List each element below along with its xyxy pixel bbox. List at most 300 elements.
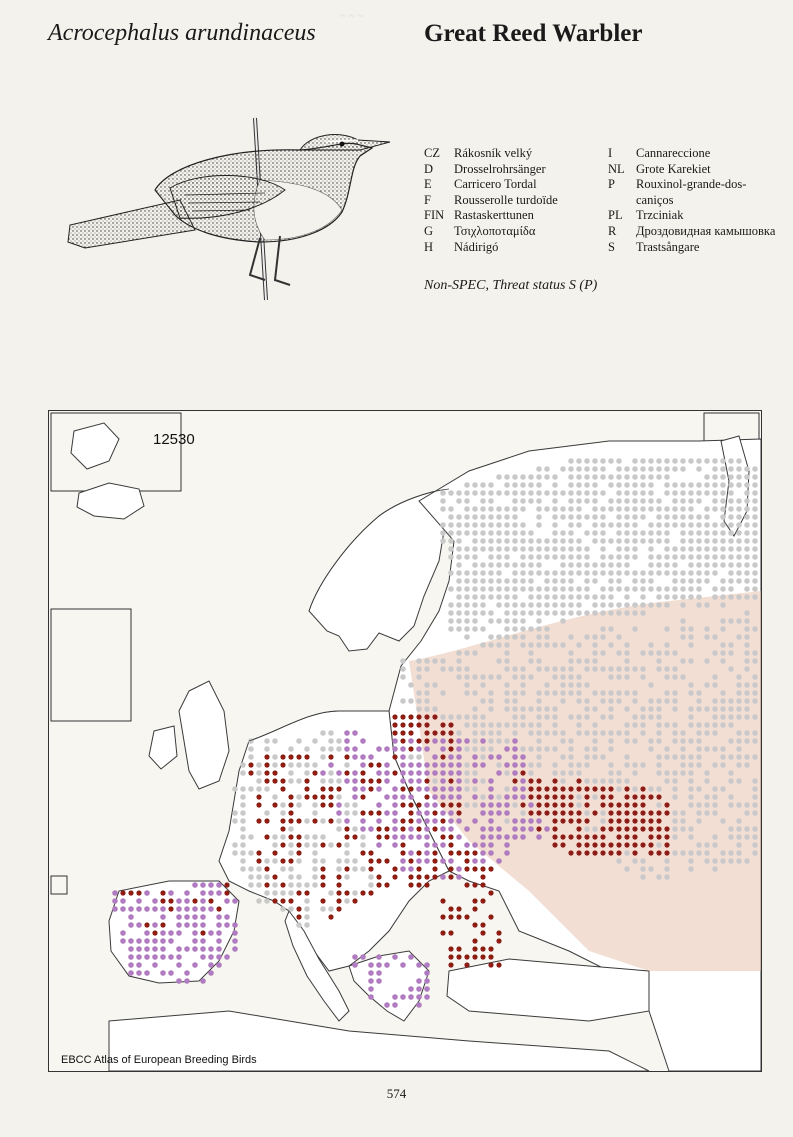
- distribution-dot: [520, 482, 526, 488]
- distribution-dot: [240, 834, 246, 840]
- distribution-dot: [568, 762, 574, 768]
- distribution-dot: [232, 842, 238, 848]
- distribution-dot: [648, 810, 653, 815]
- distribution-dot: [328, 738, 334, 744]
- distribution-dot: [584, 474, 590, 480]
- distribution-dot: [464, 530, 470, 536]
- distribution-dot: [168, 938, 174, 944]
- distribution-dot: [736, 682, 742, 688]
- distribution-dot: [352, 802, 358, 808]
- distribution-dot: [496, 722, 502, 728]
- distribution-dot: [472, 610, 478, 616]
- distribution-dot: [512, 474, 518, 480]
- distribution-dot: [408, 770, 414, 776]
- distribution-dot: [632, 690, 638, 696]
- distribution-dot: [536, 498, 542, 504]
- distribution-dot: [480, 594, 486, 600]
- distribution-dot: [376, 818, 382, 824]
- distribution-dot: [632, 626, 638, 632]
- distribution-dot: [376, 786, 382, 792]
- distribution-dot: [592, 690, 598, 696]
- distribution-dot: [328, 842, 334, 848]
- distribution-dot: [312, 858, 318, 864]
- distribution-dot: [368, 986, 374, 992]
- distribution-dot: [368, 994, 374, 1000]
- distribution-dot: [744, 546, 750, 552]
- distribution-dot: [600, 538, 606, 544]
- distribution-dot: [464, 570, 470, 576]
- distribution-dot: [736, 570, 742, 576]
- distribution-dot: [408, 754, 414, 760]
- distribution-dot: [720, 506, 726, 512]
- distribution-dot: [536, 570, 542, 576]
- distribution-dot: [328, 914, 333, 919]
- distribution-dot: [672, 818, 678, 824]
- distribution-dot: [496, 802, 502, 808]
- distribution-dot: [184, 978, 190, 984]
- distribution-dot: [280, 818, 285, 823]
- distribution-dot: [448, 530, 454, 536]
- distribution-dot: [664, 698, 670, 704]
- distribution-dot: [368, 890, 373, 895]
- distribution-dot: [632, 850, 637, 855]
- distribution-dot: [376, 858, 381, 863]
- distribution-dot: [336, 842, 341, 847]
- distribution-dot: [528, 810, 533, 815]
- distribution-dot: [464, 954, 469, 959]
- distribution-dot: [120, 890, 125, 895]
- distribution-dot: [464, 682, 470, 688]
- distribution-dot: [480, 746, 486, 752]
- distribution-dot: [288, 762, 294, 768]
- distribution-dot: [576, 490, 582, 496]
- distribution-dot: [736, 578, 742, 584]
- distribution-dot: [736, 506, 742, 512]
- distribution-dot: [552, 490, 558, 496]
- distribution-dot: [568, 818, 573, 823]
- distribution-dot: [128, 962, 134, 968]
- distribution-dot: [168, 890, 174, 896]
- distribution-dot: [584, 826, 590, 832]
- distribution-dot: [336, 778, 342, 784]
- distribution-dot: [312, 802, 318, 808]
- distribution-dot: [528, 570, 534, 576]
- distribution-dot: [568, 666, 574, 672]
- distribution-dot: [512, 490, 518, 496]
- distribution-dot: [736, 618, 742, 624]
- distribution-dot: [232, 818, 238, 824]
- distribution-dot: [424, 842, 430, 848]
- distribution-dot: [736, 778, 742, 784]
- distribution-dot: [592, 562, 598, 568]
- distribution-dot: [664, 594, 670, 600]
- distribution-dot: [416, 658, 422, 664]
- distribution-dot: [192, 914, 198, 920]
- distribution-dot: [640, 570, 646, 576]
- distribution-dot: [704, 634, 710, 640]
- distribution-dot: [728, 578, 734, 584]
- distribution-dot: [472, 626, 478, 632]
- distribution-dot: [448, 626, 454, 632]
- distribution-dot: [184, 914, 190, 920]
- distribution-dot: [752, 554, 758, 560]
- distribution-dot: [736, 594, 742, 600]
- threat-status: Non-SPEC, Threat status S (P): [424, 278, 598, 293]
- distribution-dot: [544, 682, 550, 688]
- distribution-dot: [504, 634, 510, 640]
- distribution-dot: [568, 490, 574, 496]
- distribution-dot: [640, 458, 646, 464]
- distribution-dot: [616, 834, 621, 839]
- distribution-dot: [592, 522, 598, 528]
- distribution-dot: [464, 650, 470, 656]
- distribution-dot: [440, 714, 446, 720]
- distribution-dot: [464, 498, 470, 504]
- distribution-dot: [576, 482, 582, 488]
- distribution-dot: [744, 690, 750, 696]
- distribution-dot: [624, 666, 630, 672]
- distribution-dot: [744, 530, 750, 536]
- distribution-dot: [624, 530, 630, 536]
- name-row: R Дроздовидная камышовка: [608, 223, 776, 238]
- distribution-dot: [648, 834, 653, 839]
- distribution-dot: [360, 786, 366, 792]
- distribution-dot: [712, 538, 718, 544]
- distribution-dot: [496, 770, 502, 776]
- distribution-dot: [376, 802, 382, 808]
- distribution-dot: [392, 810, 398, 816]
- distribution-dot: [288, 850, 294, 856]
- distribution-dot: [136, 922, 142, 928]
- distribution-dot: [728, 554, 734, 560]
- distribution-dot: [632, 834, 637, 839]
- distribution-dot: [728, 538, 734, 544]
- distribution-dot: [408, 730, 413, 735]
- distribution-dot: [592, 810, 597, 815]
- distribution-dot: [560, 810, 565, 815]
- distribution-dot: [664, 562, 670, 568]
- distribution-dot: [688, 786, 694, 792]
- distribution-dot: [600, 530, 606, 536]
- distribution-dot: [656, 834, 661, 839]
- distribution-dot: [544, 714, 550, 720]
- distribution-dot: [568, 746, 574, 752]
- distribution-dot: [528, 826, 534, 832]
- distribution-dot: [344, 866, 349, 871]
- distribution-dot: [576, 506, 582, 512]
- distribution-dot: [240, 810, 246, 816]
- distribution-dot: [616, 546, 622, 552]
- distribution-dot: [632, 570, 638, 576]
- distribution-dot: [344, 826, 349, 831]
- distribution-dot: [432, 778, 438, 784]
- distribution-dot: [728, 826, 734, 832]
- distribution-dot: [496, 522, 502, 528]
- distribution-dot: [408, 794, 414, 800]
- distribution-dot: [728, 562, 734, 568]
- distribution-dot: [368, 882, 374, 888]
- distribution-dot: [688, 738, 694, 744]
- distribution-dot: [160, 946, 166, 952]
- distribution-dot: [160, 906, 166, 912]
- distribution-dot: [400, 754, 406, 760]
- distribution-dot: [504, 738, 510, 744]
- distribution-dot: [568, 498, 574, 504]
- distribution-dot: [600, 730, 606, 736]
- distribution-dot: [688, 522, 694, 528]
- distribution-dot: [472, 778, 478, 784]
- distribution-dot: [528, 538, 534, 544]
- distribution-dot: [480, 898, 485, 903]
- distribution-dot: [216, 946, 222, 952]
- distribution-dot: [704, 746, 710, 752]
- distribution-dot: [608, 810, 613, 815]
- distribution-dot: [384, 778, 390, 784]
- distribution-dot: [392, 786, 398, 792]
- distribution-dot: [392, 874, 397, 879]
- distribution-dot: [328, 890, 334, 896]
- distribution-dot: [424, 714, 429, 719]
- distribution-dot: [616, 474, 622, 480]
- distribution-dot: [736, 858, 742, 864]
- distribution-dot: [552, 730, 558, 736]
- distribution-dot: [536, 506, 542, 512]
- distribution-dot: [672, 810, 678, 816]
- distribution-dot: [624, 474, 630, 480]
- distribution-dot: [504, 482, 510, 488]
- distribution-dot: [616, 498, 622, 504]
- distribution-dot: [640, 538, 646, 544]
- distribution-dot: [712, 522, 718, 528]
- distribution-dot: [528, 482, 534, 488]
- distribution-dot: [496, 618, 502, 624]
- distribution-dot: [496, 810, 502, 816]
- distribution-dot: [568, 802, 573, 807]
- distribution-dot: [384, 826, 389, 831]
- distribution-dot: [392, 770, 397, 775]
- distribution-dot: [704, 530, 710, 536]
- distribution-dot: [248, 882, 254, 888]
- distribution-dot: [728, 570, 734, 576]
- distribution-dot: [152, 946, 158, 952]
- distribution-dot: [672, 466, 678, 472]
- distribution-dot: [640, 706, 646, 712]
- distribution-dot: [392, 866, 397, 871]
- distribution-dot: [536, 474, 542, 480]
- distribution-dot: [744, 754, 750, 760]
- distribution-dot: [440, 770, 446, 776]
- distribution-dot: [432, 794, 438, 800]
- distribution-dot: [472, 738, 478, 744]
- distribution-dot: [424, 794, 429, 799]
- distribution-dot: [480, 722, 486, 728]
- distribution-dot: [552, 802, 557, 807]
- distribution-dot: [584, 658, 590, 664]
- distribution-dot: [640, 786, 645, 791]
- distribution-dot: [448, 554, 454, 560]
- distribution-dot: [616, 602, 622, 608]
- distribution-dot: [472, 722, 478, 728]
- distribution-dot: [648, 562, 654, 568]
- distribution-dot: [440, 746, 446, 752]
- distribution-dot: [648, 458, 654, 464]
- distribution-dot: [472, 850, 477, 855]
- distribution-dot: [680, 466, 686, 472]
- distribution-dot: [632, 818, 637, 823]
- distribution-dot: [424, 658, 430, 664]
- distribution-dot: [264, 890, 270, 896]
- distribution-dot: [728, 738, 734, 744]
- distribution-dot: [520, 490, 526, 496]
- distribution-dot: [408, 850, 414, 856]
- distribution-dot: [640, 514, 646, 520]
- distribution-dot: [272, 738, 278, 744]
- distribution-dot: [696, 850, 702, 856]
- distribution-dot: [464, 578, 470, 584]
- distribution-dot: [472, 818, 478, 824]
- distribution-dot: [472, 530, 478, 536]
- distribution-dot: [464, 674, 470, 680]
- distribution-dot: [648, 482, 654, 488]
- distribution-dot: [728, 522, 734, 528]
- distribution-dot: [560, 786, 565, 791]
- distribution-dot: [440, 506, 446, 512]
- distribution-dot: [136, 970, 142, 976]
- distribution-dot: [624, 498, 630, 504]
- distribution-dot: [552, 498, 558, 504]
- distribution-dot: [688, 722, 694, 728]
- distribution-dot: [544, 706, 550, 712]
- distribution-dot: [624, 706, 630, 712]
- distribution-dot: [480, 762, 486, 768]
- distribution-dot: [288, 890, 294, 896]
- distribution-dot: [656, 826, 661, 831]
- distribution-dot: [576, 594, 582, 600]
- distribution-dot: [312, 866, 318, 872]
- names-column-right: [608, 146, 775, 255]
- distribution-dot: [304, 746, 310, 752]
- distribution-dot: [648, 698, 654, 704]
- distribution-dot: [264, 818, 269, 823]
- distribution-dot: [416, 858, 422, 864]
- distribution-dot: [576, 474, 582, 480]
- distribution-dot: [208, 890, 214, 896]
- distribution-dot: [616, 818, 621, 823]
- distribution-dot: [536, 522, 542, 528]
- distribution-dot: [360, 890, 365, 895]
- distribution-dot: [464, 714, 470, 720]
- distribution-dot: [232, 786, 238, 792]
- distribution-dot: [256, 762, 262, 768]
- distribution-dot: [408, 866, 414, 872]
- distribution-dot: [264, 858, 270, 864]
- distribution-dot: [496, 634, 502, 640]
- distribution-dot: [520, 642, 526, 648]
- distribution-dot: [480, 714, 486, 720]
- distribution-dot: [536, 658, 542, 664]
- distribution-dot: [656, 570, 662, 576]
- distribution-dot: [488, 802, 494, 808]
- distribution-dot: [448, 930, 453, 935]
- distribution-dot: [424, 738, 429, 743]
- distribution-dot: [752, 714, 758, 720]
- distribution-dot: [304, 890, 309, 895]
- distribution-dot: [480, 522, 486, 528]
- name-row: PL Trzciniak: [608, 208, 684, 223]
- distribution-dot: [488, 698, 494, 704]
- distribution-dot: [712, 506, 718, 512]
- distribution-dot: [344, 762, 350, 768]
- distribution-dot: [608, 482, 614, 488]
- distribution-dot: [752, 850, 758, 856]
- distribution-dot: [336, 858, 342, 864]
- distribution-dot: [288, 818, 293, 823]
- distribution-dot: [752, 530, 758, 536]
- distribution-dot: [480, 506, 486, 512]
- distribution-dot: [208, 970, 214, 976]
- distribution-dot: [504, 610, 510, 616]
- distribution-dot: [616, 674, 622, 680]
- distribution-dot: [376, 882, 381, 887]
- distribution-dot: [568, 658, 574, 664]
- distribution-dot: [656, 818, 661, 823]
- distribution-dot: [512, 802, 518, 808]
- distribution-dot: [464, 546, 470, 552]
- distribution-dot: [464, 826, 470, 832]
- distribution-dot: [704, 538, 710, 544]
- distribution-dot: [152, 962, 158, 968]
- distribution-dot: [512, 666, 518, 672]
- distribution-dot: [752, 538, 758, 544]
- distribution-dot: [224, 890, 229, 895]
- names-column-left: [424, 146, 558, 255]
- distribution-dot: [736, 714, 742, 720]
- distribution-dot: [560, 778, 566, 784]
- distribution-dot: [736, 554, 742, 560]
- distribution-dot: [480, 570, 486, 576]
- distribution-dot: [592, 738, 598, 744]
- distribution-dot: [672, 458, 678, 464]
- distribution-dot: [264, 778, 269, 783]
- distribution-dot: [456, 762, 462, 768]
- distribution-dot: [720, 522, 726, 528]
- distribution-dot: [584, 810, 590, 816]
- distribution-dot: [576, 778, 581, 783]
- distribution-dot: [536, 738, 542, 744]
- distribution-dot: [504, 554, 510, 560]
- distribution-dot: [528, 594, 534, 600]
- distribution-dot: [200, 890, 206, 896]
- distribution-dot: [416, 722, 421, 727]
- distribution-dot: [392, 1002, 398, 1008]
- distribution-dot: [480, 850, 486, 856]
- distribution-dot: [696, 554, 702, 560]
- distribution-dot: [544, 794, 549, 799]
- distribution-dot: [472, 906, 477, 911]
- distribution-dot: [600, 466, 606, 472]
- distribution-dot: [560, 538, 566, 544]
- distribution-dot: [304, 922, 310, 928]
- distribution-dot: [600, 666, 606, 672]
- distribution-dot: [744, 514, 750, 520]
- distribution-dot: [544, 570, 550, 576]
- distribution-dot: [728, 482, 734, 488]
- distribution-dot: [704, 474, 710, 480]
- distribution-dot: [464, 594, 470, 600]
- distribution-dot: [624, 610, 630, 616]
- distribution-dot: [208, 906, 214, 912]
- distribution-dot: [704, 778, 710, 784]
